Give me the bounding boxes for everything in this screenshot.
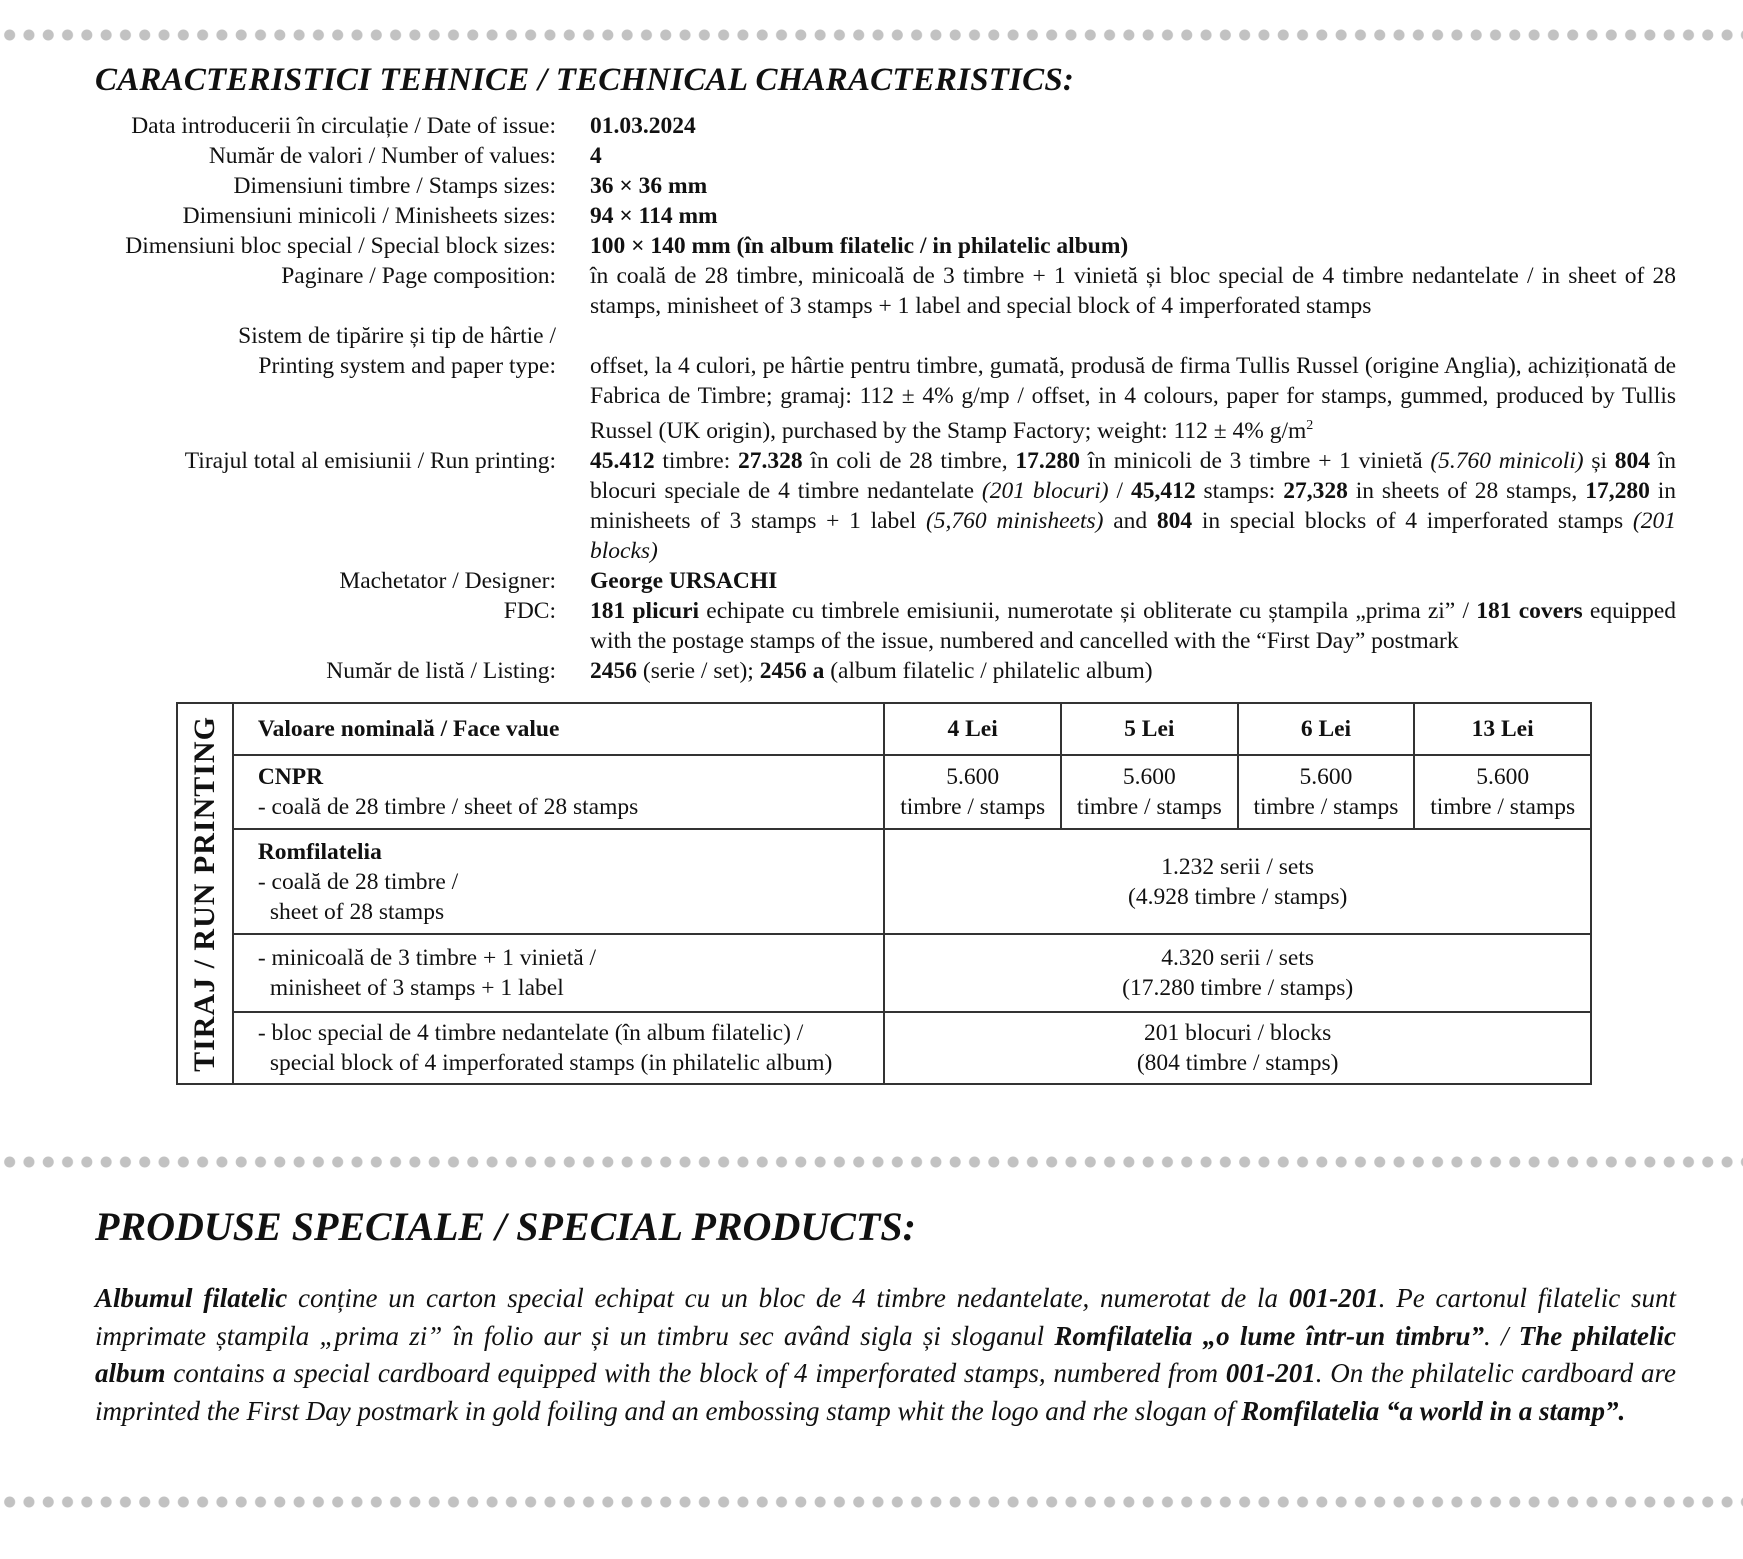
cnpr-label: CNPR - coală de 28 timbre / sheet of 28 stamps — [233, 755, 884, 829]
spec-block-size — [0, 231, 1743, 261]
spec-label: Dimensiuni minicoli / Minisheets sizes: — [182, 203, 556, 229]
spec-label: Număr de listă / Listing: — [326, 657, 556, 684]
special-products-heading: PRODUSE SPECIALE / SPECIAL PRODUCTS: — [95, 1204, 916, 1249]
spec-printing — [0, 321, 1743, 351]
spec-label: Dimensiuni timbre / Stamps sizes: — [233, 173, 556, 199]
spec-label: Data introducerii în circulație / Date of issue: — [131, 113, 556, 139]
technical-heading: CARACTERISTICI TEHNICE / TECHNICAL CHARACTERISTICS: — [95, 62, 1075, 98]
cnpr-cell-4: 5.600 timbre / stamps — [1414, 755, 1591, 829]
side-label-cell — [177, 703, 233, 1084]
spec-value: 100 × 140 mm (în album filatelic / in philatelic album) — [590, 233, 1129, 259]
spec-label: FDC: — [503, 597, 556, 624]
spec-label: Dimensiuni bloc special / Special block sizes: — [125, 233, 556, 259]
romfilatelia-minisheet-label: - minicoală de 3 timbre + 1 vinietă / minisheet of 3 stamps + 1 label — [233, 934, 884, 1012]
romfilatelia-minisheet-value: 4.320 serii / sets (17.280 timbre / stamps) — [884, 934, 1591, 1012]
romfilatelia-block-label: - bloc special de 4 timbre nedantelate (în album filatelic) / special block of 4 imperforated stamps (in philatelic album) — [233, 1012, 884, 1084]
cnpr-cell-2: 5.600 timbre / stamps — [1061, 755, 1238, 829]
spec-value: 01.03.2024 — [590, 113, 696, 139]
spec-value: 45.412 timbre: 27.328 în coli de 28 timbre, 17.280 în minicoli de 3 timbre + 1 vinietă (5.760 minicoli) și 804 în blocuri speciale de 4 timbre nedantelate (201 blocuri) / 45,412 stamps: 27,328 in sheets of 28 stamps, 17,280 in minisheets of 3 stamps + 1 label (5,760 minisheets) and 804 in special blocks of 4 imperforated stamps (201 blocks) — [590, 447, 1676, 564]
spec-value: George URSACHI — [590, 567, 778, 594]
spec-label: Număr de valori / Number of values: — [208, 143, 556, 169]
spec-printing-value — [0, 351, 1743, 446]
romfilatelia-sheet-value: 1.232 serii / sets (4.928 timbre / stamps) — [884, 829, 1591, 934]
superscript: 2 — [1306, 418, 1314, 433]
spec-value: în coală de 28 timbre, minicoală de 3 timbre + 1 vinietă și bloc special de 4 timbre nedantelate / in sheet of 28 stamps, minisheet of 3 stamps + 1 label and special block of 4 imperforated stamps — [590, 263, 1676, 319]
cnpr-cell-1: 5.600 timbre / stamps — [884, 755, 1061, 829]
dotted-divider-bottom — [0, 1495, 1743, 1509]
dotted-divider-middle — [0, 1155, 1743, 1169]
spec-issue-date — [0, 111, 1743, 141]
run-printing-table — [176, 702, 1592, 1085]
special-products-text: Albumul filatelic conține un carton special echipat cu un bloc de 4 timbre nedantelate, numerotat de la 001-201. Pe cartonul filatelic sunt imprimate ștampila „prima zi” în folio aur și un timbru sec având sigla și sloganul Romfilatelia „o lume într-un timbru”. / The philatelic album contains a special cardboard equipped with the block of 4 imperforated stamps, numbered from 001-201. On the philatelic cardboard are imprinted the First Day postmark in gold foiling and an embossing stamp whit the logo and rhe slogan of Romfilatelia “a world in a stamp”. — [95, 1283, 1676, 1426]
spec-page-composition — [0, 261, 1743, 321]
spec-value: 94 × 114 mm — [590, 203, 718, 229]
side-label: TIRAJ / RUN PRINTING — [187, 715, 221, 1072]
spec-minisheet-size — [0, 201, 1743, 231]
spec-label: Paginare / Page composition: — [281, 263, 556, 289]
romfilatelia-sheet-label: Romfilatelia - coală de 28 timbre / sheet of 28 stamps — [233, 829, 884, 934]
spec-listing — [0, 656, 1743, 686]
dotted-divider-top — [0, 28, 1743, 42]
spec-label: Tirajul total al emisiunii / Run printing: — [184, 447, 556, 474]
spec-label: Machetator / Designer: — [339, 567, 556, 594]
face-value-3: 6 Lei — [1238, 703, 1415, 755]
header-label: Valoare nominală / Face value — [233, 703, 884, 755]
technical-specs — [0, 111, 1743, 686]
spec-value: 181 plicuri echipate cu timbrele emisiunii, numerotate și obliterate cu ștampila „prima zi” / 181 covers equipped with the postage stamps of the issue, numbered and cancelled with the “First Day” postmark — [590, 597, 1677, 654]
spec-label-line1: Sistem de tipărire și tip de hârtie / — [238, 323, 556, 349]
spec-values-count — [0, 141, 1743, 171]
spec-fdc — [0, 596, 1743, 656]
spec-stamp-size — [0, 171, 1743, 201]
spec-designer — [0, 566, 1743, 596]
face-value-2: 5 Lei — [1061, 703, 1238, 755]
spec-run-printing — [0, 446, 1743, 566]
spec-value: 36 × 36 mm — [590, 173, 708, 199]
spec-value: offset, la 4 culori, pe hârtie pentru timbre, gumată, produsă de firma Tullis Russel (origine Anglia), achiziționată de Fabrica de Timbre; gramaj: 112 ± 4% g/mp / offset, in 4 colours, paper for stamps, gummed, produced by Tullis Russel (UK origin), purchased by the Stamp Factory; weight: 112 ± 4% $g/m^2$ — [590, 353, 1676, 444]
spec-value: 2456 (serie / set); 2456 a (album filatelic / philatelic album) — [590, 657, 1153, 684]
face-value-4: 13 Lei — [1414, 703, 1591, 755]
romfilatelia-block-value: 201 blocuri / blocks (804 timbre / stamps) — [884, 1012, 1591, 1084]
spec-value: 4 — [590, 143, 602, 169]
cnpr-cell-3: 5.600 timbre / stamps — [1238, 755, 1415, 829]
spec-label-line2: Printing system and paper type: — [258, 353, 556, 379]
face-value-1: 4 Lei — [884, 703, 1061, 755]
